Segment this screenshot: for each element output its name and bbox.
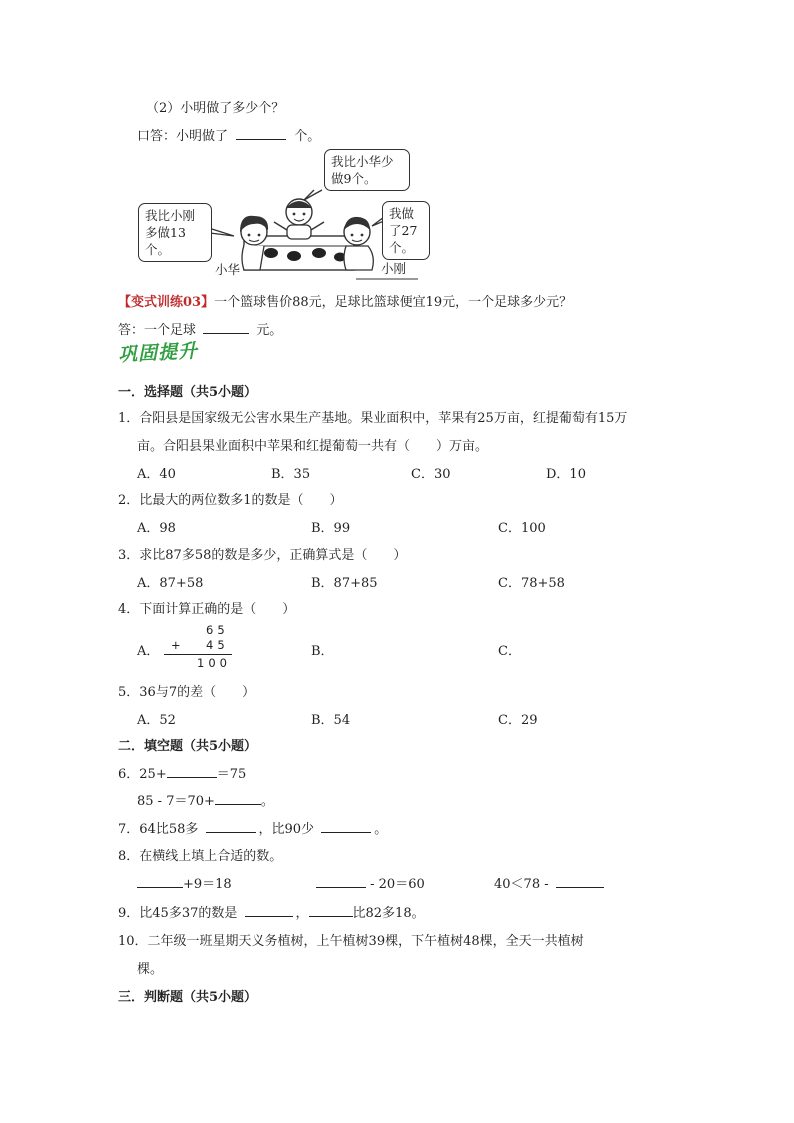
label-xiaohua: 小华 — [215, 262, 241, 277]
q1-option-b[interactable]: B．35 — [271, 467, 311, 482]
q5-text: 5．36与7的差（ ） — [118, 685, 256, 700]
q9-part1: 9．比45多37的数是 — [118, 906, 238, 921]
variant-text: 一个篮球售价88元，足球比篮球便宜19元，一个足球多少元？ — [214, 295, 573, 310]
q3-option-b[interactable]: B．87+85 — [311, 576, 378, 591]
q8a-blank[interactable] — [137, 875, 183, 888]
q6a-suffix: ＝75 — [216, 767, 247, 782]
q4-vertical-result: 100 — [197, 656, 231, 670]
q6b-prefix: 85 - 7＝70+ — [137, 794, 215, 809]
q4-option-b[interactable]: B． — [311, 644, 334, 659]
q9-part3: 比82多18。 — [352, 906, 425, 921]
q8-b — [316, 873, 425, 892]
q5-option-b[interactable]: B．54 — [311, 713, 351, 728]
q6b-suffix: 。 — [260, 794, 274, 809]
q4-vertical-second: 45 — [206, 638, 229, 652]
q3-text: 3．求比87多58的数是多少，正确算式是（ ） — [118, 548, 407, 563]
section1-title: 一．选择题（共5小题） — [118, 385, 258, 400]
q4-vertical-top: 65 — [206, 623, 229, 637]
q8c-blank[interactable] — [556, 875, 604, 888]
q4-option-c[interactable]: C． — [498, 644, 521, 659]
q9-blank2[interactable] — [309, 904, 353, 917]
q2-option-b[interactable]: B．99 — [311, 521, 351, 536]
variant-answer-prefix: 答：一个足球 — [118, 323, 197, 338]
illustration — [136, 146, 422, 282]
q1-option-d[interactable]: D．10 — [546, 467, 586, 482]
q3-option-c[interactable]: C．78+58 — [498, 576, 565, 591]
q10-line1: 10．二年级一班星期天义务植树，上午植树39棵，下午植树48棵，全天一共植树 — [118, 934, 584, 949]
q8b-blank[interactable] — [316, 875, 366, 888]
section2-title: 二．填空题（共5小题） — [118, 739, 258, 754]
q6a-prefix: 6．25+ — [118, 767, 167, 782]
q9-blank1[interactable] — [245, 904, 293, 917]
q4-text: 4．下面计算正确的是（ ） — [118, 602, 296, 617]
q8a-suffix: +9＝18 — [183, 877, 232, 892]
q4-vertical-plus: + — [171, 638, 185, 652]
q4-option-a[interactable]: A． — [137, 644, 160, 659]
q6-line1 — [118, 763, 246, 782]
q8-text: 8．在横线上填上合适的数。 — [118, 849, 283, 864]
q8-c — [494, 873, 604, 892]
q7 — [118, 818, 387, 837]
q7-part2: ，比90少 — [258, 822, 315, 837]
q2-option-c[interactable]: C．100 — [498, 521, 546, 536]
q7-part3: 。 — [374, 822, 388, 837]
q9 — [118, 902, 425, 921]
bubble-xiaoming: 我比小华少做9个。 — [324, 149, 410, 191]
q6-line2 — [137, 790, 274, 809]
variant-answer-blank[interactable] — [203, 321, 249, 334]
section-banner: 巩固提升 — [117, 339, 199, 367]
intro-answer-suffix: 个。 — [294, 129, 321, 144]
q8c-prefix: 40＜78 - — [494, 877, 549, 892]
q1-line2: 亩。合阳县果业面积中苹果和红提葡萄一共有（ ）万亩。 — [137, 439, 489, 454]
q6b-blank[interactable] — [215, 792, 261, 805]
q2-option-a[interactable]: A．98 — [137, 521, 176, 536]
q1-option-c[interactable]: C．30 — [411, 467, 451, 482]
variant-tag: 【变式训练03】 — [118, 295, 215, 310]
intro-answer-blank[interactable] — [236, 127, 286, 140]
q7-blank1[interactable] — [206, 820, 256, 833]
q2-text: 2．比最大的两位数多1的数是（ ） — [118, 493, 343, 508]
section3-title: 三．判断题（共5小题） — [118, 990, 258, 1005]
variant-question — [118, 291, 572, 310]
q8-a — [137, 873, 232, 892]
intro-question: （2）小明做了多少个？ — [146, 101, 285, 116]
q5-option-c[interactable]: C．29 — [498, 713, 538, 728]
q4-vertical-rule — [164, 654, 232, 655]
variant-answer — [118, 319, 282, 338]
q1-option-a[interactable]: A．40 — [137, 467, 176, 482]
q7-part1: 7．64比58多 — [118, 822, 199, 837]
label-xiaogang: 小刚 — [381, 261, 407, 276]
q8b-suffix: - 20＝60 — [366, 877, 425, 892]
q1-line1: 1．合阳县是国家级无公害水果生产基地。果业面积中，苹果有25万亩，红提葡萄有15万 — [118, 411, 628, 426]
bubble-xiaohua: 我比小刚多做13个。 — [138, 203, 212, 262]
q10-line2: 棵。 — [137, 962, 164, 977]
q6a-blank[interactable] — [167, 765, 217, 778]
q5-option-a[interactable]: A．52 — [137, 713, 176, 728]
q7-blank2[interactable] — [321, 820, 371, 833]
intro-answer — [137, 125, 320, 144]
q3-option-a[interactable]: A．87+58 — [137, 576, 204, 591]
intro-answer-prefix: 口答：小明做了 — [137, 129, 229, 144]
q9-part2: ， — [295, 906, 309, 921]
variant-answer-suffix: 元。 — [256, 323, 283, 338]
bubble-xiaogang: 我做了27个。 — [382, 201, 430, 260]
